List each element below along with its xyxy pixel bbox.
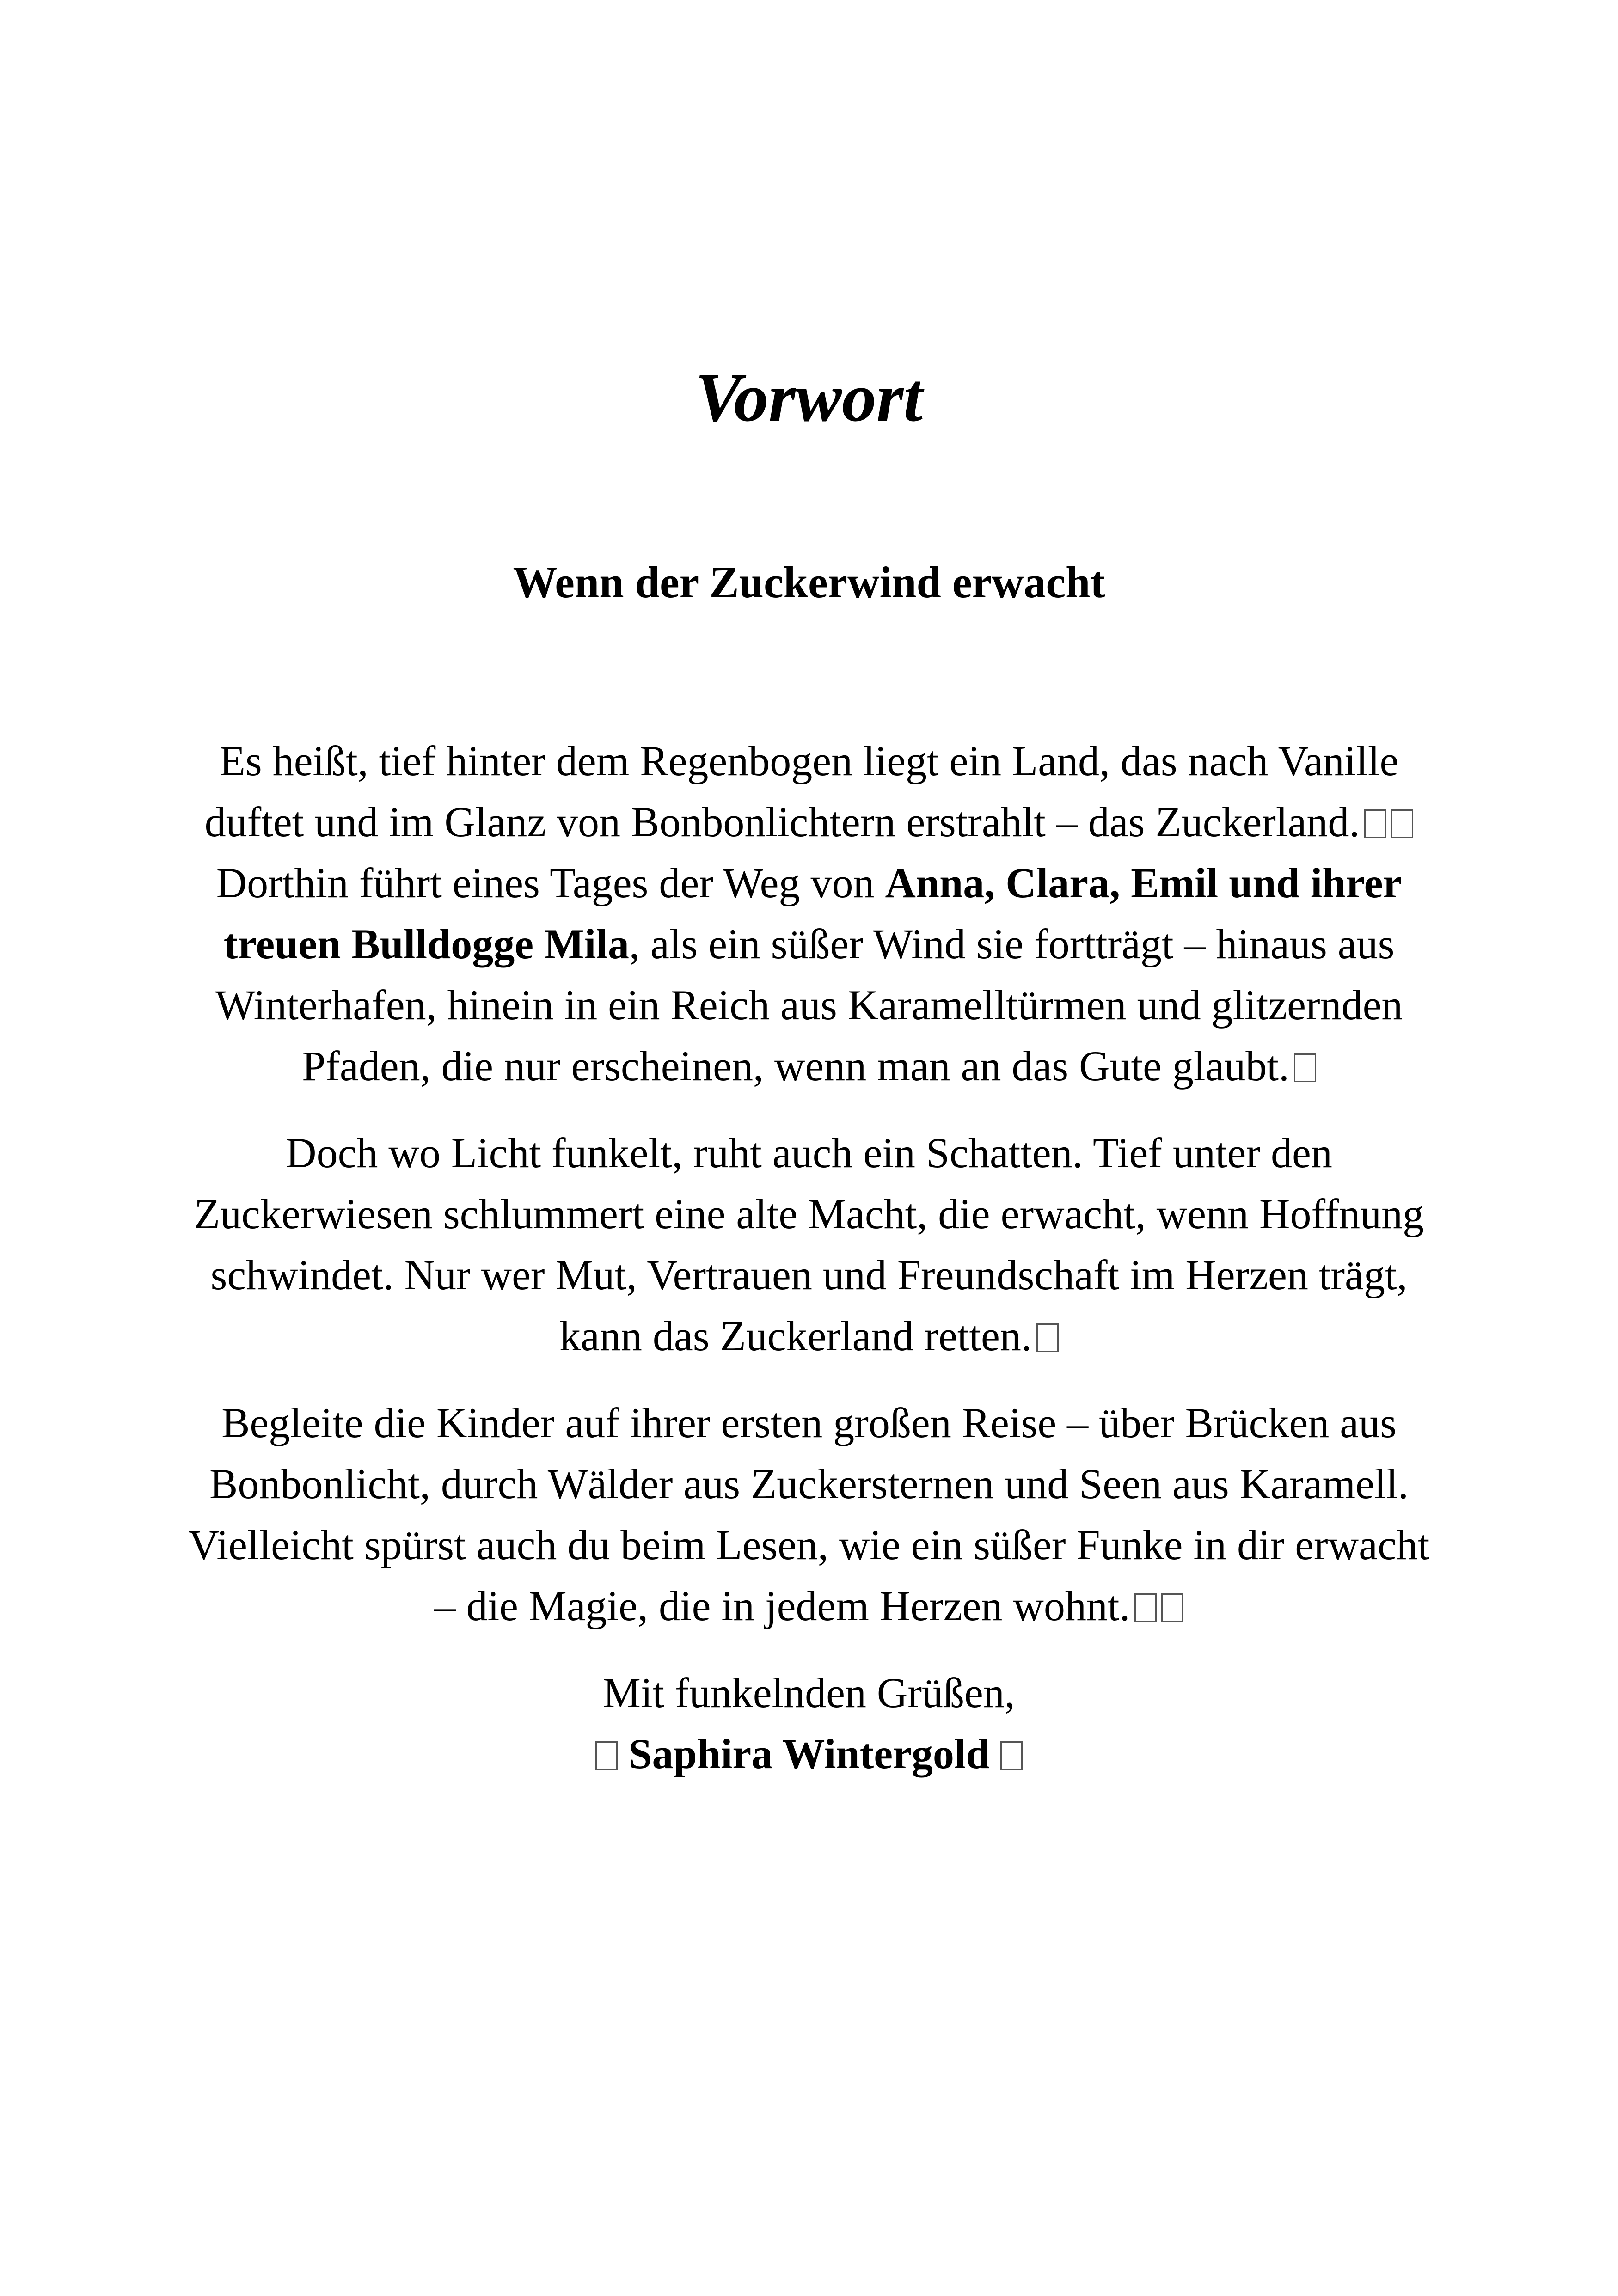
author-signature <box>185 1723 1433 1784</box>
paragraph-1-line-a <box>185 730 1433 852</box>
closing-greeting: Mit funkelnden Grüßen, <box>603 1669 1015 1716</box>
chapter-subtitle: Wenn der Zuckerwind erwacht <box>513 557 1105 607</box>
missing-glyph-icon <box>1000 1741 1023 1770</box>
missing-glyph-icon <box>1364 809 1386 838</box>
paragraph-3-line-a: Begleite die Kinder auf ihrer ersten großen Reise – über Brücken aus Bonbonlicht, durch Wälder aus Zuckersternen und Seen aus Karamell. <box>209 1399 1409 1507</box>
page-title: Vorwort <box>695 359 923 436</box>
paragraph-3-line-b <box>185 1514 1433 1636</box>
paragraph-1-text-b-post: , als ein süßer Wind sie fortträgt – hinaus aus Winterhafen, hinein in ein Reich aus Karamelltürmen und glitzernden Pfaden, die nur erscheinen, wenn man an das Gute glaubt. <box>215 920 1403 1090</box>
character-names: Anna, Clara, Emil und ihrer treuen Bulldogge Mila <box>223 859 1402 967</box>
paragraph-1-line-b <box>185 852 1433 1096</box>
missing-glyph-icon <box>1161 1593 1183 1622</box>
missing-glyph-icon <box>1294 1053 1316 1082</box>
preface-body <box>185 730 1433 1810</box>
closing <box>185 1662 1433 1784</box>
paragraph-2 <box>185 1122 1433 1366</box>
paragraph-1 <box>185 730 1433 1096</box>
paragraph-1-text-a: Es heißt, tief hinter dem Regenbogen liegt ein Land, das nach Vanille duftet und im Glanz von Bonbonlichtern erstrahlt – das Zuckerland. <box>204 737 1399 845</box>
paragraph-3 <box>185 1392 1433 1636</box>
paragraph-2-text: Doch wo Licht funkelt, ruht auch ein Schatten. Tief unter den Zuckerwiesen schlummert eine alte Macht, die erwacht, wenn Hoffnung schwindet. Nur wer Mut, Vertrauen und Freundschaft im Herzen trägt, kann das Zuckerland retten. <box>194 1129 1424 1359</box>
missing-glyph-icon <box>1036 1323 1059 1352</box>
missing-glyph-icon <box>595 1741 618 1770</box>
author-name: Saphira Wintergold <box>628 1730 990 1777</box>
paragraph-1-text-b-pre: Dorthin führt eines Tages der Weg von <box>216 859 885 906</box>
missing-glyph-icon <box>1134 1593 1157 1622</box>
paragraph-3-text-b: Vielleicht spürst auch du beim Lesen, wie ein süßer Funke in dir erwacht – die Magie, die in jedem Herzen wohnt. <box>188 1521 1430 1629</box>
missing-glyph-icon <box>1391 809 1413 838</box>
